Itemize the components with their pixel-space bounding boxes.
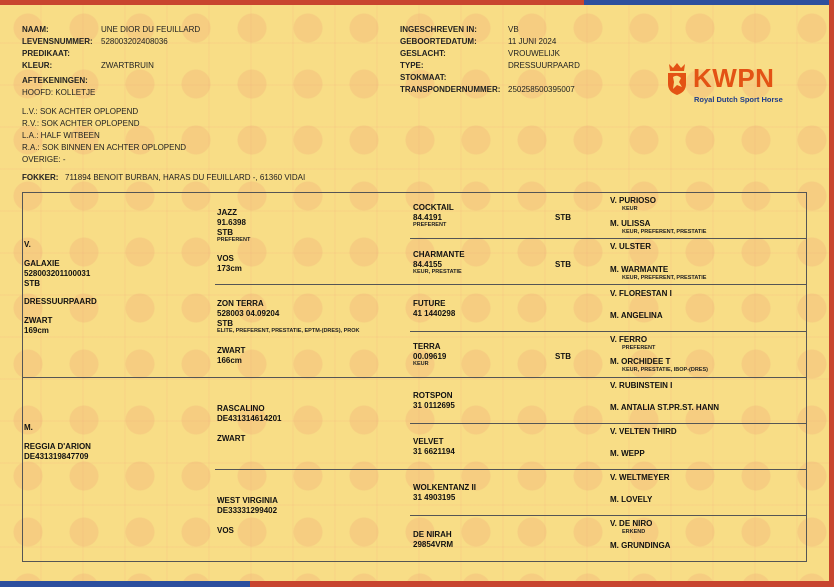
ferro-name: V. FERRO xyxy=(610,335,648,344)
transponder-label: TRANSPONDERNUMMER: xyxy=(400,85,501,94)
gen2-divider-sire xyxy=(215,284,807,285)
lion-crest-icon xyxy=(665,60,689,96)
charmante-pred: KEUR, PRESTATIE xyxy=(413,269,462,275)
sire-stamboek: STB xyxy=(24,279,40,288)
naam-label: NAAM: xyxy=(22,25,49,34)
charmante-stb: STB xyxy=(555,260,571,269)
sire-type: DRESSUURPAARD xyxy=(24,297,97,306)
warmante-pred: KEUR, PREFERENT, PRESTATIE xyxy=(622,275,707,281)
marking-hoofd: HOOFD: KOLLETJE xyxy=(22,88,96,97)
deniro-name: V. DE NIRO xyxy=(610,519,653,528)
wolkentanz-number: 31 4903195 xyxy=(413,493,456,502)
pedigree-bottom-border xyxy=(22,561,807,562)
type-value: DRESSUURPAARD xyxy=(508,61,580,70)
jazz-height: 173cm xyxy=(217,264,242,273)
levensnummer-label: LEVENSNUMMER: xyxy=(22,37,93,46)
zonterra-color: ZWART xyxy=(217,346,246,355)
gen3-divider-4 xyxy=(410,515,807,516)
ingeschreven-label: INGESCHREVEN IN: xyxy=(400,25,477,34)
dam-number: DE431319847709 xyxy=(24,452,89,461)
angelina-name: M. ANGELINA xyxy=(610,311,663,320)
sire-color: ZWART xyxy=(24,316,53,325)
puriso-pred: KEUR xyxy=(622,206,638,212)
naam-value: UNE DIOR DU FEUILLARD xyxy=(101,25,201,34)
zonterra-pred: ELITE, PREFERENT, PRESTATIE, EPTM-(DRES), PROK xyxy=(217,328,360,334)
sire-height: 169cm xyxy=(24,326,49,335)
velvet-number: 31 6621194 xyxy=(413,447,455,456)
brand-subtitle: Royal Dutch Sport Horse xyxy=(694,95,783,104)
kleur-value: ZWARTBRUIN xyxy=(101,61,154,70)
geslacht-label: GESLACHT: xyxy=(400,49,446,58)
wepp-name: M. WEPP xyxy=(610,449,645,458)
marking-overige: OVERIGE: - xyxy=(22,155,66,164)
aftekeningen-title: AFTEKENINGEN: xyxy=(22,76,88,85)
terra-pred: KEUR xyxy=(413,361,429,367)
cocktail-name: COCKTAIL xyxy=(413,203,454,212)
top-border-stripe xyxy=(0,0,834,5)
deniro-pred: ERKEND xyxy=(622,529,646,535)
charmante-number: 84.4155 xyxy=(413,260,442,269)
puriso-name: V. PURIOSO xyxy=(610,196,656,205)
westvirginia-number: DE33331299402 xyxy=(217,506,278,515)
marking-rv: R.V.: SOK ACHTER OPLOPEND xyxy=(22,119,140,128)
zonterra-stb: STB xyxy=(217,319,233,328)
fokker-label: FOKKER: xyxy=(22,173,59,182)
ulster-name: V. ULSTER xyxy=(610,242,652,251)
gen3-divider-1 xyxy=(410,238,807,239)
marking-la: L.A.: HALF WITBEEN xyxy=(22,131,100,140)
kleur-label: KLEUR: xyxy=(22,61,53,70)
weltmeyer-name: V. WELTMEYER xyxy=(610,473,670,482)
zonterra-height: 166cm xyxy=(217,356,242,365)
bottom-border-stripe xyxy=(0,581,834,587)
westvirginia-color: VOS xyxy=(217,526,234,535)
jazz-number: 91.6398 xyxy=(217,218,246,227)
antalia-name: M. ANTALIA ST.PR.ST. HANN xyxy=(610,403,720,412)
terra-stb: STB xyxy=(555,352,571,361)
gen3-divider-2 xyxy=(410,331,807,332)
sire-name: GALAXIE xyxy=(24,259,60,268)
charmante-name: CHARMANTE xyxy=(413,250,465,259)
rotspon-number: 31 0112695 xyxy=(413,401,455,410)
pedigree-top-border xyxy=(22,192,806,193)
jazz-pred: PREFERENT xyxy=(217,237,251,243)
levensnummer-value: 528003202408036 xyxy=(101,37,168,46)
gen3-divider-3 xyxy=(410,423,807,424)
wolkentanz-name: WOLKENTANZ II xyxy=(413,483,476,492)
rotspon-name: ROTSPON xyxy=(413,391,453,400)
stokmaat-label: STOKMAAT: xyxy=(400,73,447,82)
florestan-name: V. FLORESTAN I xyxy=(610,289,672,298)
rubinstein-name: V. RUBINSTEIN I xyxy=(610,381,673,390)
orchidee-pred: KEUR, PRESTATIE, IBOP-(DRES) xyxy=(622,367,708,373)
denirah-name: DE NIRAH xyxy=(413,530,452,539)
geboortedatum-value: 11 JUNI 2024 xyxy=(508,37,557,46)
geboortedatum-label: GEBOORTEDATUM: xyxy=(400,37,477,46)
marking-ra: R.A.: SOK BINNEN EN ACHTER OPLOPEND xyxy=(22,143,187,152)
cocktail-pred: PREFERENT xyxy=(413,222,447,228)
predikaat-label: PREDIKAAT: xyxy=(22,49,70,58)
westvirginia-name: WEST VIRGINIA xyxy=(217,496,278,505)
type-label: TYPE: xyxy=(400,61,424,70)
velten-name: V. VELTEN THIRD xyxy=(610,427,677,436)
brand-name: KWPN xyxy=(693,63,775,93)
ulissa-name: M. ULISSA xyxy=(610,219,651,228)
orchidee-name: M. ORCHIDEE T xyxy=(610,357,671,366)
gen2-divider-dam xyxy=(215,469,807,470)
jazz-color: VOS xyxy=(217,254,234,263)
future-number: 41 1440298 xyxy=(413,309,456,318)
sire-role: V. xyxy=(24,240,31,249)
grundinga-name: M. GRUNDINGA xyxy=(610,541,671,550)
cocktail-number: 84.4191 xyxy=(413,213,442,222)
warmante-name: M. WARMANTE xyxy=(610,265,669,274)
sire-number: 528003201100031 xyxy=(24,269,91,278)
fokker-value: 711894 BENOIT BURBAN, HARAS DU FEUILLARD -, 61360 VIDAI xyxy=(65,173,306,182)
pedigree-sire-dam-divider xyxy=(22,377,807,378)
terra-number: 00.09619 xyxy=(413,352,447,361)
ulissa-pred: KEUR, PREFERENT, PRESTATIE xyxy=(622,229,707,235)
dam-name: REGGIA D'ARION xyxy=(24,442,91,451)
transponder-value: 250258500395007 xyxy=(508,85,575,94)
cocktail-stb: STB xyxy=(555,213,571,222)
marking-lv: L.V.: SOK ACHTER OPLOPEND xyxy=(22,107,139,116)
geslacht-value: VROUWELIJK xyxy=(508,49,561,58)
lovely-name: M. LOVELY xyxy=(610,495,653,504)
denirah-number: 29854VRM xyxy=(413,540,454,549)
rascalino-color: ZWART xyxy=(217,434,246,443)
rascalino-number: DE431314614201 xyxy=(217,414,282,423)
ingeschreven-value: VB xyxy=(508,25,519,34)
right-border-stripe xyxy=(829,0,834,587)
future-name: FUTURE xyxy=(413,299,446,308)
ferro-pred: PREFERENT xyxy=(622,345,656,351)
jazz-name: JAZZ xyxy=(217,208,237,217)
kwpn-logo xyxy=(665,58,800,104)
dam-role: M. xyxy=(24,423,33,432)
jazz-stb: STB xyxy=(217,228,233,237)
terra-name: TERRA xyxy=(413,342,441,351)
velvet-name: VELVET xyxy=(413,437,444,446)
rascalino-name: RASCALINO xyxy=(217,404,265,413)
zonterra-number: 528003 04.09204 xyxy=(217,309,280,318)
zonterra-name: ZON TERRA xyxy=(217,299,264,308)
